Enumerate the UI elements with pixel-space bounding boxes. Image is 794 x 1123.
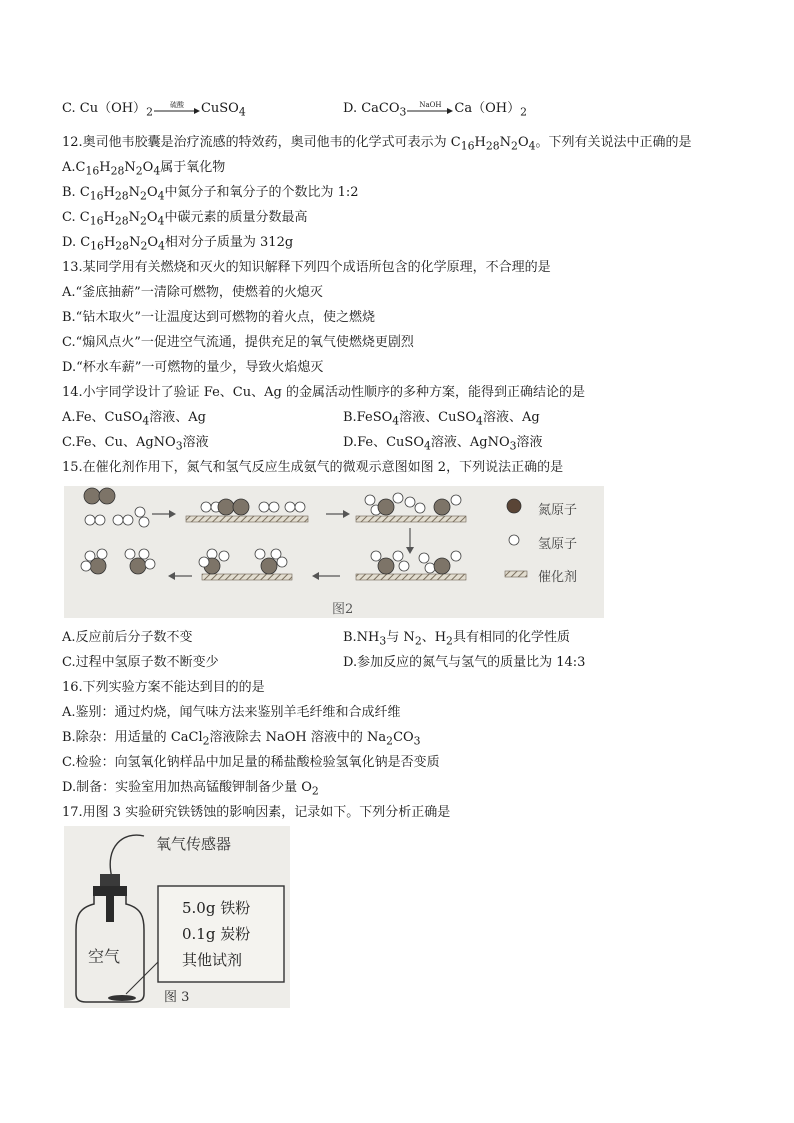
- figure-2-caption: 图2: [332, 602, 354, 617]
- reagent-carbon: 0.1g 炭粉: [182, 925, 251, 943]
- q17-stem: 17.用图 3 实验研究铁锈蚀的影响因素，记录如下。下列分析正确是: [62, 805, 451, 820]
- q13-option-c: C.“煽风点火”一促进空气流通，提供充足的氧气使燃烧更剧烈: [62, 335, 414, 350]
- q15-stem: 15.在催化剂作用下，氮气和氢气反应生成氨气的微观示意图如图 2，下列说法正确的是: [62, 460, 564, 475]
- q12-option-c: C. $C_{16}H_{28}N_2O_4$中碳元素的质量分数最高: [62, 210, 308, 228]
- q13-option-b: B.“钻木取火”一让温度达到可燃物的着火点，使之燃烧: [62, 310, 375, 325]
- q16-stem: 16.下列实验方案不能达到目的的是: [62, 680, 265, 695]
- q16-option-a: A.鉴别：通过灼烧，闻气味方法来鉴别羊毛纤维和合成纤维: [62, 705, 401, 720]
- q11-option-c: C. $Cu(OH)_2$ 硫酸 CuSO$_4$: [62, 100, 246, 119]
- legend-hydrogen: 氢原子: [538, 537, 578, 552]
- figure-3-caption: 图 3: [164, 990, 190, 1005]
- figure-2: [64, 486, 604, 618]
- q15-option-d: D.参加反应的氮气与氢气的质量比为 14:3: [343, 655, 586, 670]
- q13-option-a: A.“釜底抽薪”一清除可燃物，使燃着的火熄灭: [62, 285, 323, 300]
- oxygen-sensor-label: 氧气传感器: [156, 835, 232, 853]
- figure-3: [64, 826, 290, 1008]
- q12-option-b: B. $C_{16}H_{28}N_2O_4$中氮分子和氧分子的个数比为 1:2: [62, 185, 359, 203]
- reagent-iron: 5.0g 铁粉: [182, 899, 251, 917]
- q14-stem: 14.小宇同学设计了验证 Fe、Cu、Ag 的金属活动性顺序的多种方案，能得到正确结论的是: [62, 385, 585, 400]
- air-label: 空气: [88, 947, 121, 966]
- q14-option-d: D.Fe、CuSO$_4$溶液、AgNO$_3$溶液: [343, 435, 543, 453]
- q12-stem: 12.奥司他韦胶囊是治疗流感的特效药，奥司他韦的化学式可表示为 $C_{16}H_{28}N_2O_4$。下列有关说法中正确的是: [62, 135, 692, 153]
- q15-option-a: A.反应前后分子数不变: [62, 630, 193, 645]
- q15-option-b: $B.NH_3$与 $N_2$、$H_2$具有相同的化学性质: [343, 630, 570, 648]
- q14-option-c: C.Fe、Cu、AgNO$_3$溶液: [62, 435, 209, 453]
- q16-option-b: B.除杂：用适量的 CaCl$_2$溶液除去 NaOH 溶液中的 $Na_2CO_3$: [62, 730, 421, 748]
- q12-option-a: $A.C_{16}H_{28}N_2O_4$属于氧化物: [62, 160, 226, 178]
- q13-option-d: D.“杯水车薪”一可燃物的量少，导致火焰熄灭: [62, 360, 324, 375]
- q11-option-d: D. CaCO$_3$ NaOH $Ca(OH)_2$: [343, 100, 528, 119]
- q12-option-d: D. $C_{16}H_{28}N_2O_4$相对分子质量为 312g: [62, 235, 294, 253]
- q14-option-a: A.Fe、CuSO$_4$溶液、Ag: [62, 410, 207, 428]
- q13-stem: 13.某同学用有关燃烧和灭火的知识解释下列四个成语所包含的化学原理，不合理的是: [62, 260, 551, 275]
- catalyst-icon: [505, 571, 527, 577]
- legend-catalyst: 催化剂: [538, 570, 578, 585]
- q14-option-b: B.FeSO$_4$溶液、CuSO$_4$溶液、Ag: [343, 410, 540, 428]
- hydrogen-atom-icon: [509, 535, 519, 545]
- q16-option-d: D.制备：实验室用加热高锰酸钾制备少量 $O_2$: [62, 780, 319, 798]
- reagent-other: 其他试剂: [182, 951, 243, 969]
- nitrogen-atom-icon: [507, 499, 521, 513]
- q16-option-c: C.检验：向氢氧化钠样品中加足量的稀盐酸检验氢氧化钠是否变质: [62, 755, 440, 770]
- legend-nitrogen: 氮原子: [538, 503, 578, 518]
- q15-option-c: C.过程中氢原子数不断变少: [62, 655, 219, 670]
